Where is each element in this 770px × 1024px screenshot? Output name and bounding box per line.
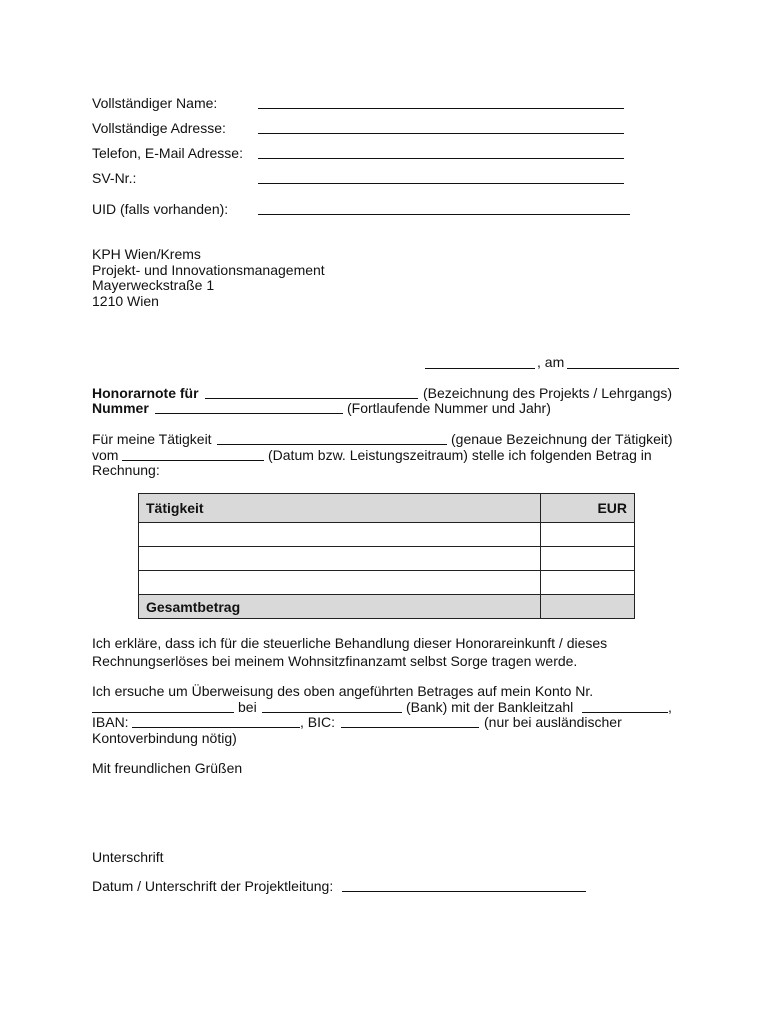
eur-cell[interactable] [541,523,635,547]
nummer-hint: (Fortlaufende Nummer und Jahr) [347,400,551,416]
honorarnote-hint: (Bezeichnung des Projekts / Lehrgangs) [423,385,673,401]
bic-label: , BIC: [300,714,336,730]
bank-code-line[interactable] [582,712,668,713]
transfer-line-4: Kontoverbindung nötig) [92,730,237,746]
sv-number-label: SV-Nr.: [92,170,137,186]
uid-line[interactable] [258,214,630,215]
total-value[interactable] [541,595,635,619]
full-name-label: Vollständiger Name: [92,95,218,111]
activity-line3: Rechnung: [92,462,160,478]
transfer-bank: (Bank) mit der Bankleitzahl [406,699,574,715]
project-lead-signature-line[interactable] [342,891,586,892]
activity-period-line[interactable] [122,460,264,461]
full-address-line[interactable] [258,133,624,134]
place-line[interactable] [425,368,535,369]
nummer-line[interactable] [155,413,343,414]
sv-number-line[interactable] [258,183,624,184]
iban-line[interactable] [132,727,300,728]
full-address-label: Vollständige Adresse: [92,120,226,136]
col-eur-header: EUR [541,494,635,523]
transfer-line-1: Ich ersuche um Überweisung des oben angeführten Betrages auf mein Konto Nr. [92,683,594,699]
bank-line[interactable] [262,712,402,713]
declaration-line-1: Ich erkläre, dass ich für die steuerliche Behandlung dieser Honorareinkunft / dieses [92,635,608,651]
activity-cell[interactable] [139,523,541,547]
greeting: Mit freundlichen Grüßen [92,760,243,776]
transfer-bei: bei [238,699,257,715]
eur-cell[interactable] [541,547,635,571]
full-name-line[interactable] [258,108,624,109]
table-row [139,571,635,595]
activity-line2-start: vom [92,447,119,463]
transfer-comma: , [668,699,672,715]
fee-table [138,493,635,619]
recipient-line-1: KPH Wien/Krems [92,246,201,262]
activity-cell[interactable] [139,547,541,571]
activity-line1-hint: (genaue Bezeichnung der Tätigkeit) [451,431,673,447]
fee-table-total [139,595,635,619]
activity-cell[interactable] [139,571,541,595]
activity-line2-hint: (Datum bzw. Leistungszeitraum) stelle ich folgenden Betrag in [268,447,652,463]
uid-label: UID (falls vorhanden): [92,201,229,217]
fee-table-header [139,494,635,523]
phone-email-line[interactable] [258,158,624,159]
col-activity-header: Tätigkeit [139,494,541,523]
activity-line1-start: Für meine Tätigkeit [92,431,212,447]
table-row [139,523,635,547]
eur-cell[interactable] [541,571,635,595]
phone-email-label: Telefon, E-Mail Adresse: [92,145,243,161]
project-lead-label: Datum / Unterschrift der Projektleitung: [92,878,334,894]
honorarnote-label: Honorarnote für [92,385,199,401]
honorarnote-line[interactable] [205,398,418,399]
declaration-line-2: Rechnungserlöses bei meinem Wohnsitzfinanzamt selbst Sorge tragen werde. [92,653,578,669]
transfer-foreign: (nur bei ausländischer [484,714,622,730]
place-date-am: , am [537,354,565,370]
recipient-line-4: 1210 Wien [92,292,159,309]
signature-label: Unterschrift [92,849,164,865]
recipient-address [92,247,325,309]
date-line[interactable] [567,368,679,369]
iban-label: IBAN: [92,714,129,730]
table-row [139,547,635,571]
total-label: Gesamtbetrag [139,595,541,619]
bic-line[interactable] [341,727,479,728]
nummer-label: Nummer [92,400,149,416]
account-number-line[interactable] [92,712,234,713]
recipient-line-3: Mayerweckstraße 1 [92,277,215,293]
recipient-line-2: Projekt- und Innovationsmanagement [92,261,325,278]
activity-description-line[interactable] [217,444,447,445]
